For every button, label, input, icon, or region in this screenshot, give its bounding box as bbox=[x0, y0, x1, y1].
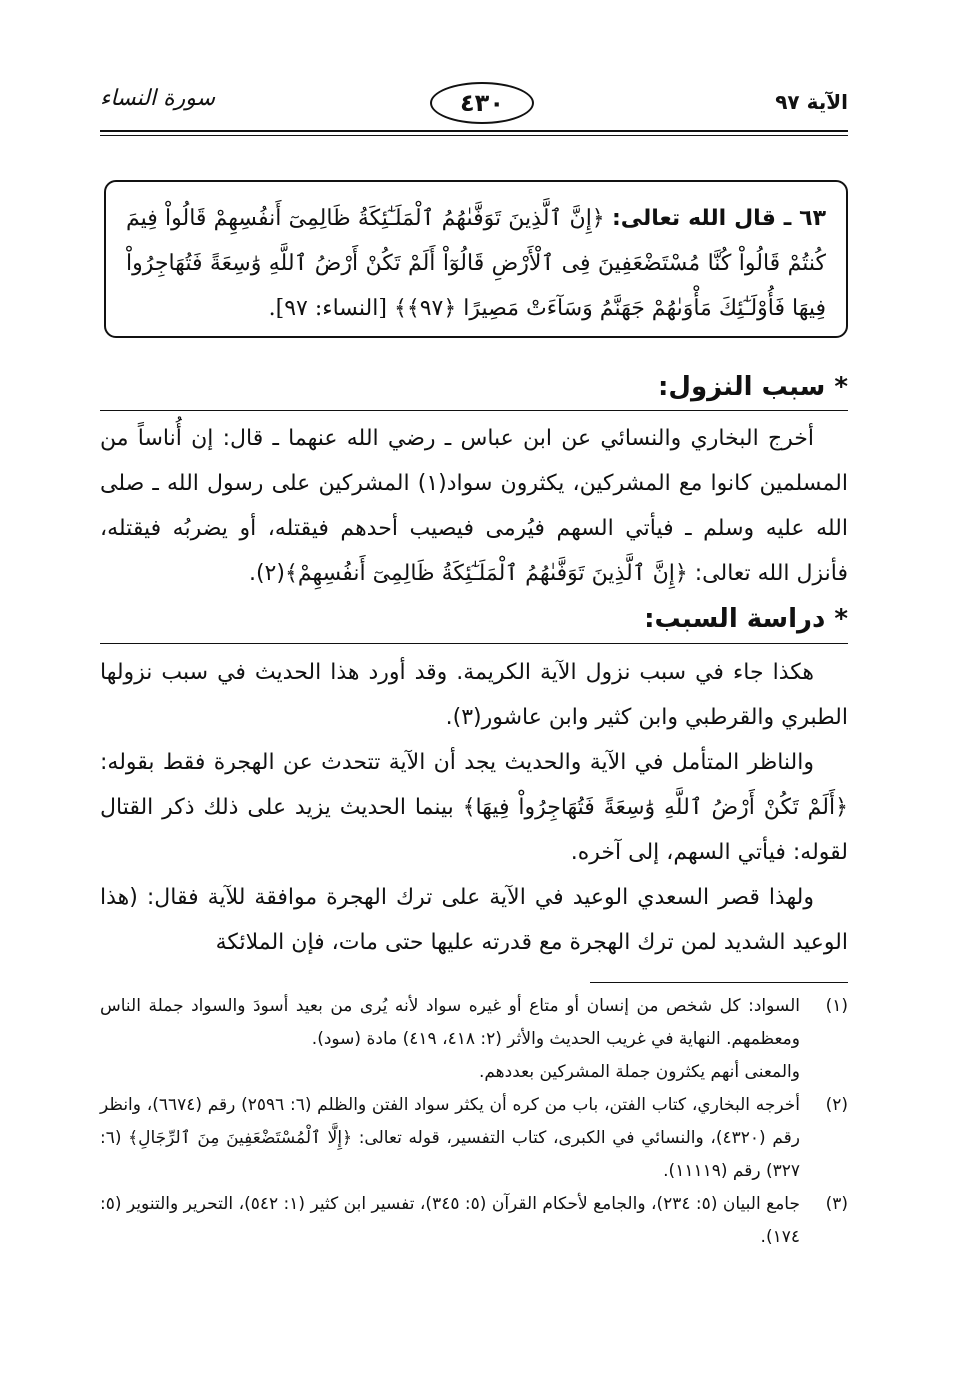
dirasa-paragraph-3: ولهذا قصر السعدي الوعيد في الآية على ترك الهجرة موافقة للآية فقال: (هذا الوعيد الشديد لمن ترك الهجرة مع قدرته عليها حتى مات، فإن الملائكة bbox=[100, 885, 848, 955]
footnote-2 bbox=[100, 1089, 848, 1188]
page-header bbox=[100, 86, 848, 126]
dirasa-paragraph-2: والناظر المتأمل في الآية والحديث يجد أن الآية تتحدث عن الهجرة فقط بقوله: ﴿أَلَمْ تَكُنْ أَرْضُ ٱللَّهِ وَٰسِعَةً فَتُهَاجِرُواْ فِيهَا﴾ بينما الحديث يزيد على ذلك ذكر القتال لقوله: فيأتي السهم، إلى آخره. bbox=[100, 750, 848, 865]
surah-name: سورة النساء bbox=[100, 86, 216, 111]
footnote-number: (١) bbox=[825, 996, 848, 1016]
footnotes bbox=[100, 990, 848, 1254]
footnote-separator bbox=[590, 982, 848, 983]
verse-number-label: ٦٣ ـ قال الله تعالى: bbox=[611, 206, 826, 231]
section-title-nuzul: * سبب النزول: bbox=[658, 372, 848, 402]
footnote-text: جامع البيان (٥: ٢٣٤)، والجامع لأحكام القرآن (٥: ٣٤٥)، تفسير ابن كثير (١: ٥٤٢)، التحرير والتنوير (٥: ١٧٤). bbox=[100, 1194, 800, 1247]
nuzul-paragraph bbox=[100, 416, 848, 596]
footnote-text: السواد: كل شخص من إنسان أو متاع أو غيره سواد لأنه يُرى من بعيد أسودَ والسواد جملة الناس ومعظمهم. النهاية في غريب الحديث والأثر (٢: ٤١٨، ٤١٩) مادة (سود). bbox=[100, 996, 800, 1049]
section-rule-nuzul bbox=[100, 410, 848, 411]
footnote-text: أخرجه البخاري، كتاب الفتن، باب من كره أن يكثر سواد الفتن والظلم (٦: ٢٥٩٦) رقم (٦٦٧٤)، وانظر رقم (٤٣٢٠)، والنسائي في الكبرى، كتاب التفسير، قوله تعالى: ﴿إِلَّا ٱلْمُسْتَضْعَفِينَ مِنَ ٱلرِّجَالِ﴾ (٦: ٣٢٧) رقم (١١١١٩). bbox=[100, 1095, 800, 1181]
header-rule bbox=[100, 130, 848, 132]
header-rule-thin bbox=[100, 135, 848, 136]
nuzul-text: أخرج البخاري والنسائي عن ابن عباس ـ رضي الله عنهما ـ قال: إن أُناساً من المسلمين كانوا مع المشركين، يكثرون سواد(١) المشركين على رسول الله ـ صلى الله عليه وسلم ـ فيأتي السهم فيُرمى فيصيب أحدهم فيقتله، أو يضربُه فيقتله، فأنزل الله تعالى: ﴿إِنَّ ٱلَّذِينَ تَوَفَّىٰهُمُ ٱلْمَلَـٰٓئِكَةُ ظَالِمِىٓ أَنفُسِهِمْ﴾(٢). bbox=[100, 426, 848, 586]
verse-text: ﴿إِنَّ ٱلَّذِينَ تَوَفَّىٰهُمُ ٱلْمَلَـٰٓئِكَةُ ظَالِمِىٓ أَنفُسِهِمْ قَالُواْ فِيمَ كُنتُمْ قَالُواْ كُنَّا مُسْتَضْعَفِينَ فِى ٱلْأَرْضِ قَالُوٓاْ أَلَمْ تَكُنْ أَرْضُ ٱللَّهِ وَٰسِعَةً فَتُهَاجِرُواْ فِيهَا فَأُوْلَـٰٓئِكَ مَأْوَىٰهُمْ جَهَنَّمُ وَسَآءَتْ مَصِيرًا ﴿٩٧﴾﴾ [النساء: ٩٧]. bbox=[126, 206, 826, 321]
verse-label: الآية ٩٧ bbox=[775, 90, 848, 114]
section-rule-dirasa bbox=[100, 643, 848, 644]
verse-box bbox=[104, 180, 848, 338]
footnote-1 bbox=[100, 990, 848, 1056]
dirasa-paragraphs bbox=[100, 650, 848, 965]
footnote-number: (٢) bbox=[825, 1095, 848, 1115]
section-title-dirasa: * دراسة السبب: bbox=[644, 604, 848, 634]
dirasa-paragraph-1: هكذا جاء في سبب نزول الآية الكريمة. وقد أورد هذا الحديث في سبب نزولها الطبري والقرطبي وابن كثير وابن عاشور(٣). bbox=[100, 660, 848, 730]
footnote-1-extra: والمعنى أنهم يكثرون جملة المشركين بعددهم. bbox=[478, 1062, 800, 1082]
page-number: ٤٣٠ bbox=[430, 82, 534, 124]
footnote-3 bbox=[100, 1188, 848, 1254]
footnote-number: (٣) bbox=[825, 1194, 848, 1214]
